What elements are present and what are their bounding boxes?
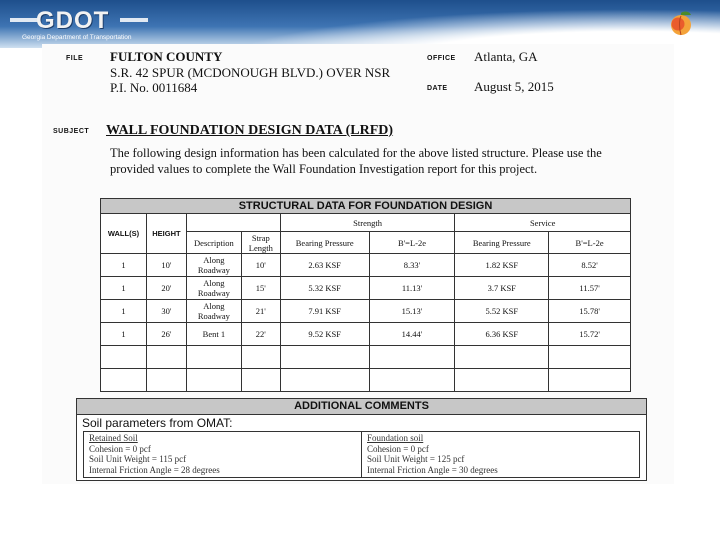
structural-data-table xyxy=(100,198,631,392)
cell-bearing-service: 5.52 KSF xyxy=(455,300,549,323)
cell-bearing-strength: 5.32 KSF xyxy=(280,277,369,300)
table-title: STRUCTURAL DATA FOR FOUNDATION DESIGN xyxy=(101,199,631,214)
header-wave xyxy=(150,0,720,48)
retained-cohesion: Cohesion = 0 pcf xyxy=(89,443,151,454)
comments-title: ADDITIONAL COMMENTS xyxy=(77,399,646,415)
office-label: OFFICE xyxy=(427,55,456,62)
cell-description: Along Roadway xyxy=(186,277,241,300)
cell-b-service: 15.78' xyxy=(549,300,631,323)
cell-bearing-service: 3.7 KSF xyxy=(455,277,549,300)
table-row-empty xyxy=(101,369,631,392)
peach-icon xyxy=(668,10,694,36)
cell-wall: 1 xyxy=(101,300,147,323)
cell-height: 10' xyxy=(146,254,186,277)
cell-wall: 1 xyxy=(101,277,147,300)
retained-soil-heading: Retained Soil xyxy=(89,433,138,443)
logo-subtitle: Georgia Department of Transportation xyxy=(22,34,132,41)
header-b-strength: B'=L-2e xyxy=(369,232,455,254)
header-strength: Strength xyxy=(280,214,455,232)
cell-strap: 10' xyxy=(241,254,280,277)
cell-b-strength: 15.13' xyxy=(369,300,455,323)
cell-b-service: 15.72' xyxy=(549,323,631,346)
cell-bearing-strength: 2.63 KSF xyxy=(280,254,369,277)
cell-bearing-strength: 7.91 KSF xyxy=(280,300,369,323)
header-strap-length: Strap Length xyxy=(241,232,280,254)
cell-bearing-service: 6.36 KSF xyxy=(455,323,549,346)
cell-wall: 1 xyxy=(101,323,147,346)
cell-b-strength: 14.44' xyxy=(369,323,455,346)
header-b-service: B'=L-2e xyxy=(549,232,631,254)
cell-strap: 15' xyxy=(241,277,280,300)
file-label: FILE xyxy=(66,55,84,62)
logo-text: GDOT xyxy=(36,7,110,34)
subject-label: SUBJECT xyxy=(53,128,90,135)
retained-soil-column xyxy=(84,432,361,477)
intro-paragraph: The following design information has been calculated for the above listed structure. Please use the provided values to complete the Wall Foundation Investigation report for this project. xyxy=(110,146,602,176)
table-row xyxy=(101,323,631,346)
foundation-unit-weight: Soil Unit Weight = 125 pcf xyxy=(367,454,465,464)
cell-b-strength: 8.33' xyxy=(369,254,455,277)
office-value: Atlanta, GA xyxy=(474,49,538,64)
header-blank xyxy=(186,214,280,232)
cell-b-strength: 11.13' xyxy=(369,277,455,300)
file-project: S.R. 42 SPUR (MCDONOUGH BLVD.) OVER NSR xyxy=(110,65,391,80)
foundation-soil-column xyxy=(361,432,639,477)
date-label: DATE xyxy=(427,85,448,92)
date-value: August 5, 2015 xyxy=(474,79,554,94)
cell-bearing-strength: 9.52 KSF xyxy=(280,323,369,346)
soil-parameters-title: Soil parameters from OMAT: xyxy=(82,416,233,430)
foundation-cohesion: Cohesion = 0 pcf xyxy=(367,443,429,454)
table-row xyxy=(101,277,631,300)
header-walls: WALL(S) xyxy=(101,214,147,254)
retained-unit-weight: Soil Unit Weight = 115 pcf xyxy=(89,454,187,464)
cell-height: 20' xyxy=(146,277,186,300)
cell-b-service: 11.57' xyxy=(549,277,631,300)
subject-title: WALL FOUNDATION DESIGN DATA (LRFD) xyxy=(106,123,394,138)
cell-description: Along Roadway xyxy=(186,300,241,323)
cell-strap: 21' xyxy=(241,300,280,323)
header-bearing-strength: Bearing Pressure xyxy=(280,232,369,254)
cell-description: Along Roadway xyxy=(186,254,241,277)
cell-bearing-service: 1.82 KSF xyxy=(455,254,549,277)
additional-comments xyxy=(76,398,647,481)
cell-b-service: 8.52' xyxy=(549,254,631,277)
soil-parameters-box xyxy=(83,431,640,478)
cell-wall: 1 xyxy=(101,254,147,277)
cell-strap: 22' xyxy=(241,323,280,346)
file-county: FULTON COUNTY xyxy=(110,49,223,64)
file-pi-number: P.I. No. 0011684 xyxy=(110,80,198,95)
cell-description: Bent 1 xyxy=(186,323,241,346)
table-row xyxy=(101,300,631,323)
header-bearing-service: Bearing Pressure xyxy=(455,232,549,254)
foundation-soil-heading: Foundation soil xyxy=(367,433,424,443)
cell-height: 26' xyxy=(146,323,186,346)
cell-height: 30' xyxy=(146,300,186,323)
retained-friction-angle: Internal Friction Angle = 28 degrees xyxy=(89,464,220,475)
gdot-logo xyxy=(8,6,150,41)
header-height: HEIGHT xyxy=(146,214,186,254)
foundation-friction-angle: Internal Friction Angle = 30 degrees xyxy=(367,464,498,475)
table-row-empty xyxy=(101,346,631,369)
header-service: Service xyxy=(455,214,631,232)
table-row xyxy=(101,254,631,277)
header-description: Description xyxy=(186,232,241,254)
